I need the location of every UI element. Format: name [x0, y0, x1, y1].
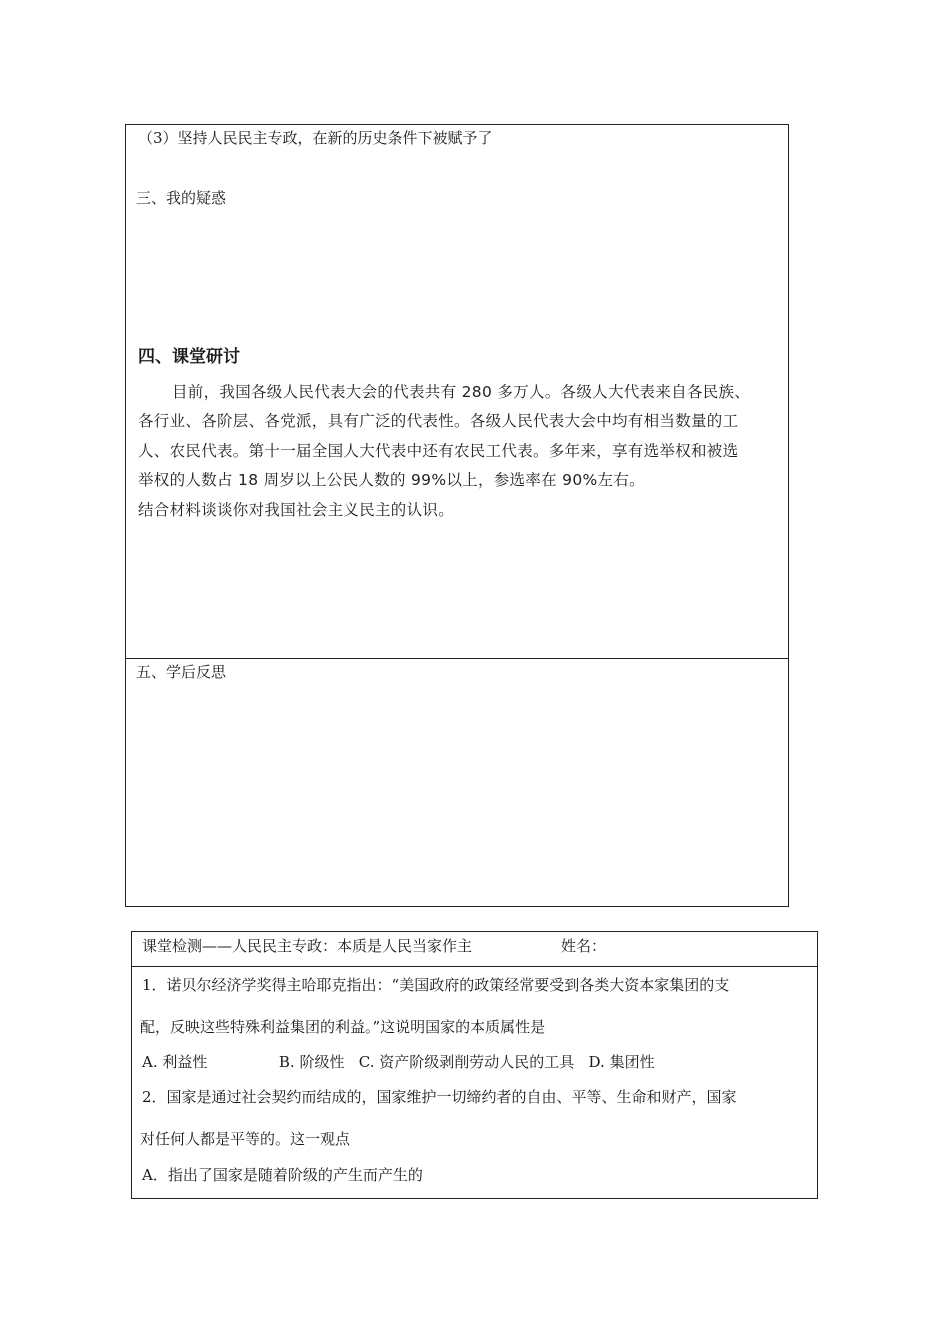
- material-line-2: 各行业、各阶层、各党派，具有广泛的代表性。各级人民代表大会中均有相当数量的工: [138, 412, 739, 430]
- discussion-question: 结合材料谈谈你对我国社会主义民主的认识。: [138, 501, 455, 519]
- question-1-line-1: 1．诺贝尔经济学奖得主哈耶克指出：“美国政府的政策经常要受到各类大资本家集团的支: [142, 976, 730, 994]
- heading-my-doubts: 三、我的疑惑: [136, 189, 227, 207]
- question-2-line-2: 对任何人都是平等的。这一观点: [140, 1130, 351, 1148]
- question-2-option-a: A．指出了国家是随着阶级的产生而产生的: [142, 1166, 423, 1184]
- reflection-box: [125, 658, 789, 907]
- heading-class-discussion: 四、课堂研讨: [138, 347, 240, 367]
- point-3-text: （3）坚持人民民主专政，在新的历史条件下被赋予了: [138, 129, 493, 147]
- study-box-main: [125, 124, 789, 659]
- question-1-options: A. 利益性 B. 阶级性 C. 资产阶级剥削劳动人民的工具 D. 集团性: [142, 1053, 655, 1071]
- material-line-1: 目前，我国各级人民代表大会的代表共有 280 多万人。各级人大代表来自各民族、: [172, 383, 751, 401]
- quiz-divider: [132, 966, 817, 967]
- material-line-3: 人、农民代表。第十一届全国人大代表中还有农民工代表。多年来，享有选举权和被选: [138, 442, 739, 460]
- question-2-line-1: 2．国家是通过社会契约而结成的，国家维护一切缔约者的自由、平等、生命和财产，国家: [142, 1088, 737, 1106]
- question-1-line-2: 配，反映这些特殊利益集团的利益。”这说明国家的本质属性是: [140, 1018, 546, 1036]
- material-line-4: 举权的人数占 18 周岁以上公民人数的 99%以上，参选率在 90%左右。: [138, 471, 645, 489]
- quiz-title: 课堂检测——人民民主专政：本质是人民当家作主: [142, 937, 473, 955]
- name-label: 姓名：: [561, 937, 607, 955]
- heading-reflection: 五、学后反思: [136, 663, 227, 681]
- quiz-box: [131, 931, 818, 1199]
